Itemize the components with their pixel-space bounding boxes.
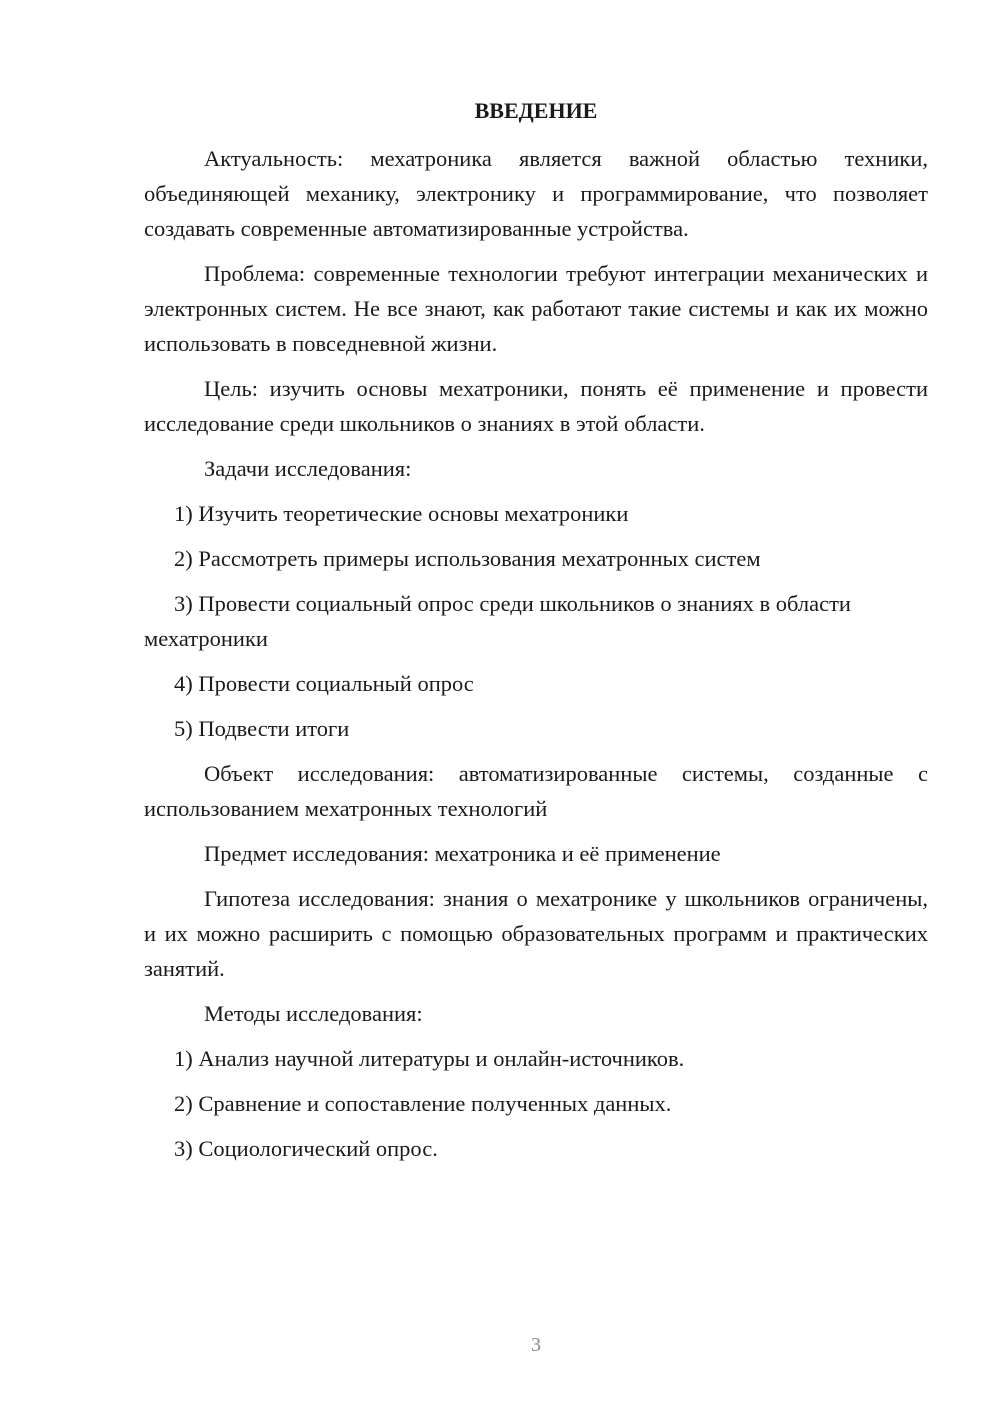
tasks-title: Задачи исследования: [204, 456, 412, 481]
methods-title: Методы исследования: [204, 1001, 423, 1026]
task-item: 4) Провести социальный опрос [174, 671, 474, 696]
section-heading: ВВЕДЕНИЕ [474, 98, 598, 123]
subject-paragraph: Предмет исследования: мехатроника и её применение [204, 841, 721, 866]
method-item: 1) Анализ научной литературы и онлайн-источников. [174, 1046, 685, 1071]
object-paragraph: Объект исследования: автоматизированные системы, созданные с использованием мехатронных технологий [144, 761, 928, 821]
relevance-paragraph: Актуальность: мехатроника является важной областью техники, объединяющей механику, электронику и программирование, что позволяет создавать современные автоматизированные устройства. [144, 146, 928, 241]
goal-paragraph: Цель: изучить основы мехатроники, понять её применение и провести исследование среди школьников о знаниях в этой области. [144, 376, 928, 436]
method-item: 3) Социологический опрос. [174, 1136, 438, 1161]
page-number: 3 [531, 1334, 541, 1356]
task-item: 1) Изучить теоретические основы мехатроники [174, 501, 629, 526]
task-item: 2) Рассмотреть примеры использования мехатронных систем [174, 546, 761, 571]
task-item: 5) Подвести итоги [174, 716, 350, 741]
hypothesis-paragraph: Гипотеза исследования: знания о мехатронике у школьников ограничены, и их можно расширить с помощью образовательных программ и практических занятий. [144, 886, 928, 981]
method-item: 2) Сравнение и сопоставление полученных данных. [174, 1091, 672, 1116]
task-item: 3) Провести социальный опрос среди школьников о знаниях в области мехатроники [144, 591, 851, 651]
document-body [144, 95, 928, 1176]
problem-paragraph: Проблема: современные технологии требуют интеграции механических и электронных систем. Не все знают, как работают такие системы и как их можно использовать в повседневной жизни. [144, 261, 928, 356]
